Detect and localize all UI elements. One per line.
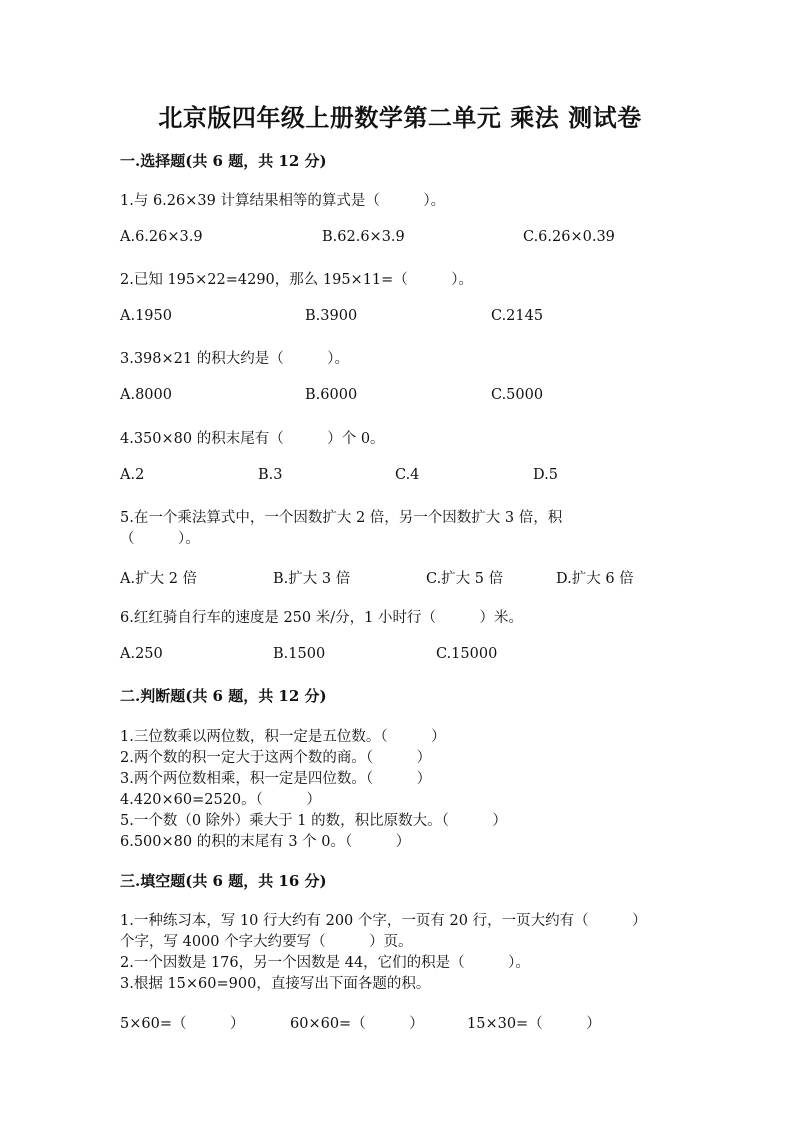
section-heading-judge: 二.判断题(共 6 题，共 12 分) [120, 687, 327, 705]
question-text: 6.红红骑自行车的速度是 250 米/分，1 小时行（ ）米。 [120, 610, 523, 626]
option-c: C.2145 [491, 308, 544, 324]
option-b: B.扩大 3 倍 [273, 571, 351, 587]
question-text: 5.在一个乘法算式中，一个因数扩大 2 倍，另一个因数扩大 3 倍，积 [120, 510, 563, 526]
calc-blank: 15×30=（ ） [467, 1016, 601, 1032]
fill-item-continued: 个字，写 4000 个字大约要写（ ）页。 [120, 934, 413, 950]
question-text-continued: （ ）。 [120, 531, 200, 547]
option-a: A.6.26×3.9 [120, 229, 203, 245]
option-b: B.1500 [273, 646, 326, 662]
judge-item: 5.一个数（0 除外）乘大于 1 的数，积比原数大。（ ） [120, 813, 507, 829]
calc-blank: 5×60=（ ） [120, 1016, 245, 1032]
judge-item: 2.两个数的积一定大于这两个数的商。（ ） [120, 750, 432, 766]
fill-item: 1.一种练习本，写 10 行大约有 200 个字，一页有 20 行，一页大约有（ ） [120, 913, 647, 929]
option-c: C.4 [395, 467, 420, 483]
option-b: B.62.6×3.9 [322, 229, 405, 245]
option-a: A.2 [120, 467, 145, 483]
option-a: A.扩大 2 倍 [120, 571, 198, 587]
question-text: 1.与 6.26×39 计算结果相等的算式是（ ）。 [120, 193, 446, 209]
option-a: A.1950 [120, 308, 172, 324]
option-d: D.扩大 6 倍 [556, 571, 634, 587]
question-text: 4.350×80 的积末尾有（ ）个 0。 [120, 431, 385, 447]
section-heading-choice: 一.选择题(共 6 题，共 12 分) [120, 152, 327, 170]
page-title: 北京版四年级上册数学第二单元 乘法 测试卷 [158, 103, 642, 132]
judge-item: 4.420×60=2520。（ ） [120, 792, 321, 808]
option-c: C.5000 [491, 387, 544, 403]
section-heading-fill: 三.填空题(共 6 题，共 16 分) [120, 872, 327, 890]
option-d: D.5 [533, 467, 558, 483]
option-a: A.250 [120, 646, 163, 662]
option-b: B.3900 [305, 308, 358, 324]
option-c: C.6.26×0.39 [523, 229, 615, 245]
question-text: 3.398×21 的积大约是（ ）。 [120, 351, 349, 367]
fill-item: 2.一个因数是 176，另一个因数是 44，它们的积是（ ）。 [120, 955, 530, 971]
judge-item: 1.三位数乘以两位数，积一定是五位数。（ ） [120, 729, 446, 745]
fill-item: 3.根据 15×60=900，直接写出下面各题的积。 [120, 976, 431, 992]
calc-blank: 60×60=（ ） [290, 1016, 424, 1032]
option-c: C.扩大 5 倍 [426, 571, 504, 587]
question-text: 2.已知 195×22=4290，那么 195×11=（ ）。 [120, 272, 474, 288]
option-b: B.6000 [305, 387, 358, 403]
option-c: C.15000 [436, 646, 498, 662]
judge-item: 6.500×80 的积的末尾有 3 个 0。（ ） [120, 834, 411, 850]
option-b: B.3 [258, 467, 283, 483]
judge-item: 3.两个两位数相乘，积一定是四位数。（ ） [120, 771, 432, 787]
option-a: A.8000 [120, 387, 172, 403]
